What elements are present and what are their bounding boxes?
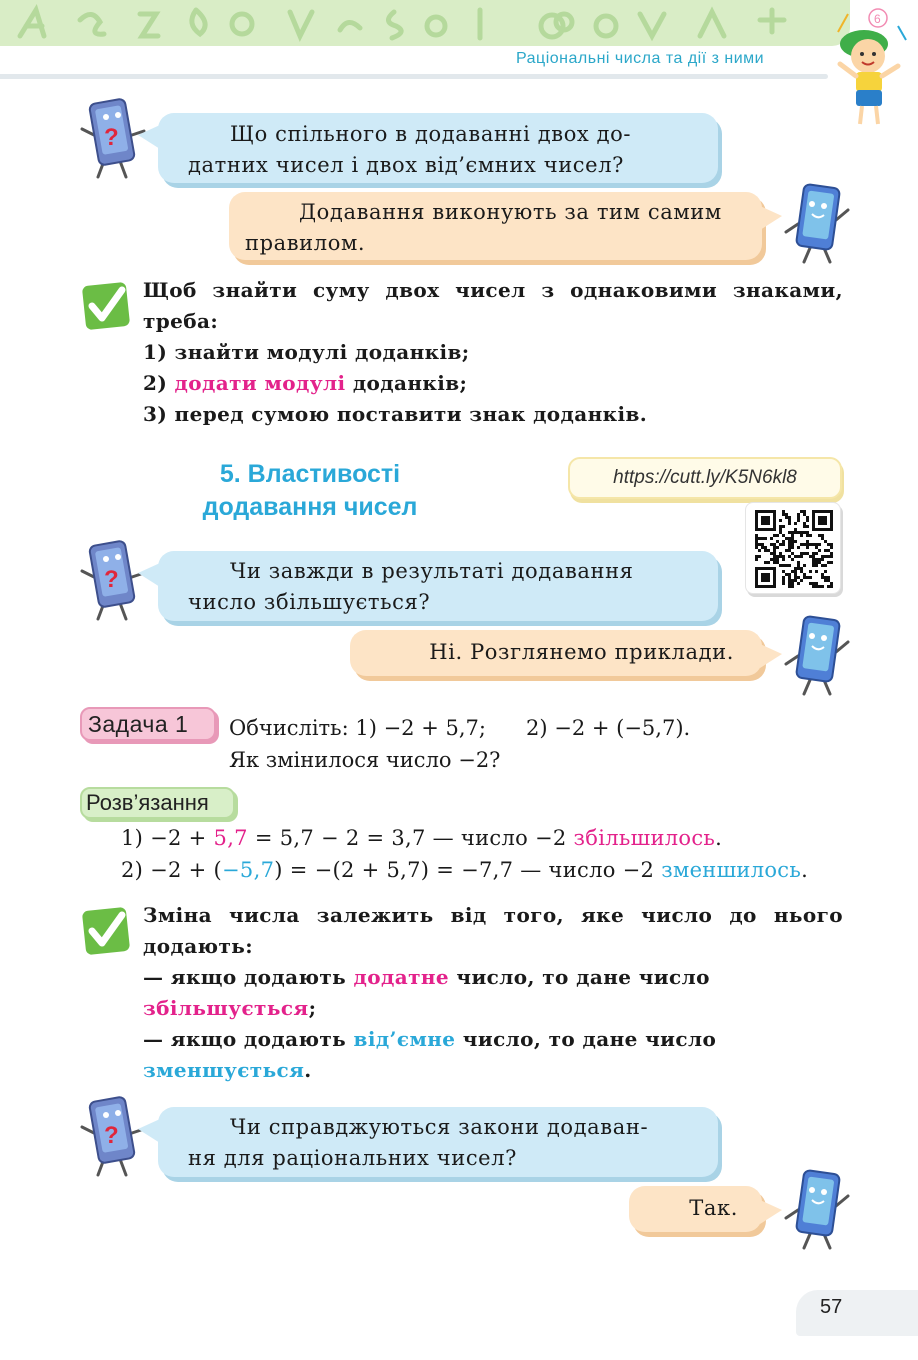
answer-bubble-2 — [350, 630, 762, 676]
page-number: 57 — [820, 1296, 843, 1318]
answer-3-text: Так. — [689, 1196, 738, 1220]
answer-2-text: Ні. Розглянемо приклади. — [429, 640, 734, 664]
answer-phone-mascot-icon — [784, 612, 850, 696]
question-phone-mascot-icon — [80, 95, 146, 179]
rule-2-line-3: — якщо додають додатне число, то дане число — [143, 965, 710, 989]
rule-1-step-2: 2) додати модулі доданків; — [143, 371, 468, 395]
solution-line-1: 1) −2 + 5,7 = 5,7 − 2 = 3,7 — число −2 збільшилось. — [121, 826, 723, 850]
rule-2-line-4: збільшується; — [143, 996, 317, 1020]
qr-code-icon — [755, 510, 833, 588]
rule-1-step-3: 3) перед сумою поставити знак доданків. — [143, 402, 648, 426]
header-rule — [0, 74, 828, 79]
checkmark-icon — [80, 280, 132, 332]
answer-phone-mascot-icon — [784, 180, 850, 264]
resource-link[interactable]: https://cutt.ly/K5N6kl8 — [568, 457, 842, 499]
kid-mascot-icon — [818, 2, 914, 128]
question-phone-mascot-icon — [80, 1093, 146, 1177]
rule-1-line-1: Щоб знайти суму двох чисел з однаковими знаками, — [143, 278, 843, 302]
answer-1-line-2: правилом. — [245, 231, 366, 255]
rule-block-same-signs — [143, 275, 843, 430]
solution-lines — [121, 822, 808, 886]
rule-2-line-5: — якщо додають від’ємне число, то дане число — [143, 1027, 717, 1051]
question-3-line-1: Чи справджуються закони додаван- — [230, 1115, 649, 1139]
task-line-2: Як змінилося число −2? — [229, 748, 501, 772]
question-1-line-1: Що спільного в додаванні двох до- — [230, 122, 632, 146]
qr-code-frame[interactable] — [745, 502, 841, 594]
rule-1-step-2-highlight: додати модулі — [174, 371, 346, 395]
header-math-doodles — [0, 0, 850, 46]
rule-block-change — [143, 900, 843, 1086]
rule-2-line-2: додають: — [143, 934, 254, 958]
task-badge: Задача 1 — [80, 707, 216, 741]
question-2-line-1: Чи завжди в результаті додавання — [230, 559, 634, 583]
rule-2-line-6: зменшується. — [143, 1058, 312, 1082]
answer-bubble-1 — [229, 192, 762, 260]
svg-text:?: ? — [104, 1122, 119, 1149]
solution-line-2: 2) −2 + (−5,7) = −(2 + 5,7) = −7,7 — число −2 зменшилось. — [121, 858, 809, 882]
question-3-line-2: ня для раціональних чисел? — [188, 1146, 518, 1170]
question-bubble-3 — [158, 1107, 718, 1177]
rule-1-step-1: 1) знайти модулі доданків; — [143, 340, 470, 364]
question-bubble-2 — [158, 551, 718, 621]
task-statement — [229, 712, 690, 776]
answer-1-line-1: Додавання виконують за тим самим — [299, 200, 722, 224]
chapter-number: 6 — [874, 12, 881, 26]
question-1-line-2: датних чисел і двох від’ємних чисел? — [188, 153, 624, 177]
answer-phone-mascot-icon — [784, 1166, 850, 1250]
page-number-tab — [796, 1290, 918, 1336]
question-2-line-2: число збільшується? — [188, 590, 431, 614]
question-bubble-1 — [158, 113, 718, 183]
section-title: 5. Властивості додавання чисел — [202, 460, 418, 521]
task-line-1: Обчисліть: 1) −2 + 5,7; 2) −2 + (−5,7). — [229, 716, 691, 740]
checkmark-icon — [80, 905, 132, 957]
rule-1-line-2: треба: — [143, 309, 219, 333]
question-phone-mascot-icon — [80, 537, 146, 621]
svg-text:?: ? — [104, 124, 119, 151]
chapter-title: Раціональні числа та дії з ними — [516, 50, 765, 67]
svg-text:?: ? — [104, 566, 119, 593]
solution-badge: Розв’язання — [80, 787, 235, 819]
rule-2-line-1: Зміна числа залежить від того, яке число до нього — [143, 903, 843, 927]
answer-bubble-3 — [629, 1186, 762, 1232]
